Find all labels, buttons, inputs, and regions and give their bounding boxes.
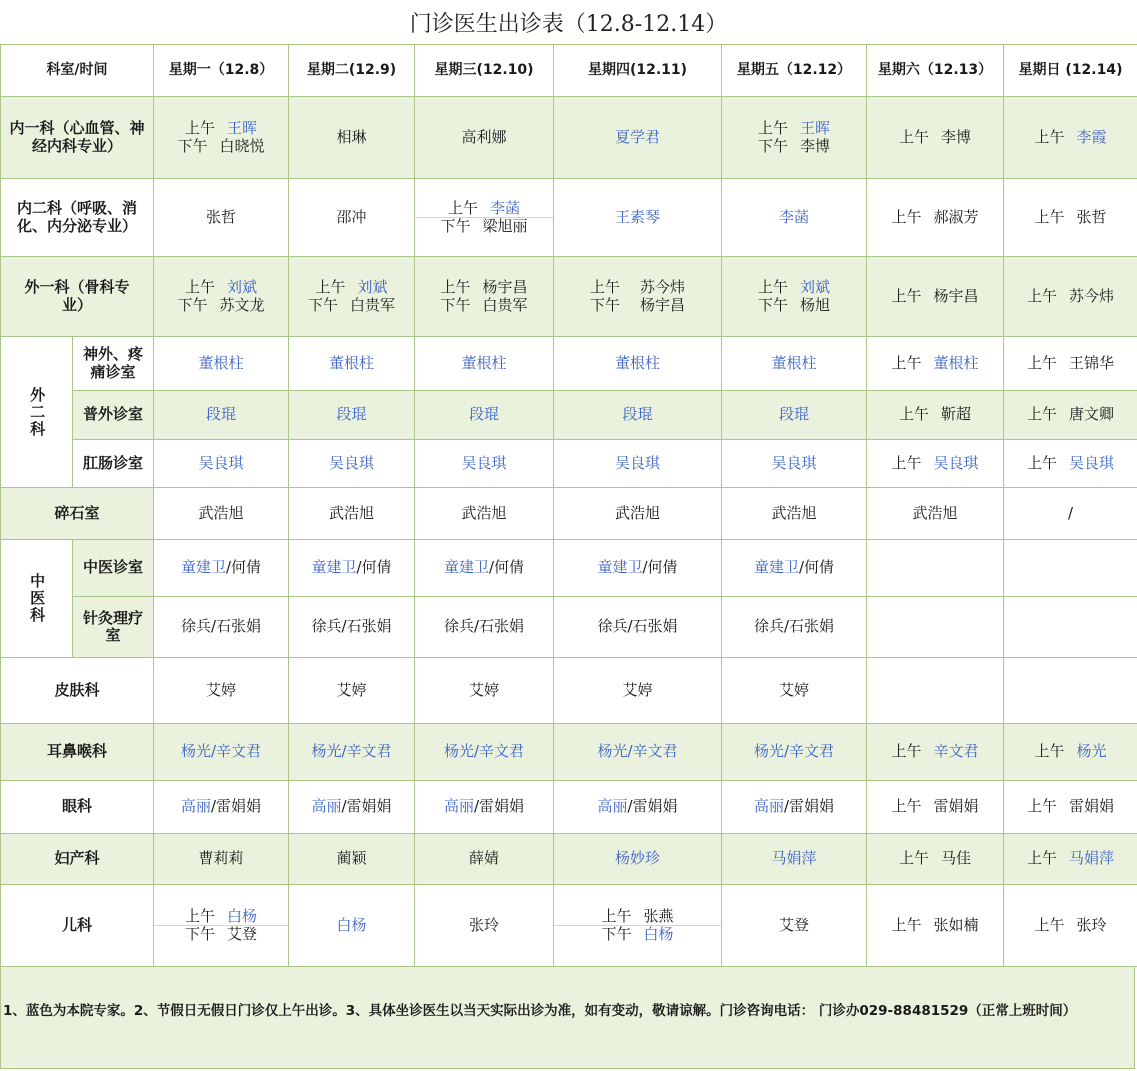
cell-nei1-mon (154, 97, 289, 179)
page-title: 门诊医生出诊表（12.8-12.14） (409, 11, 728, 37)
cell-gangchang-wed: 吴良琪 (415, 440, 554, 488)
doctor-name: /雷娟娟 (210, 797, 262, 816)
cell-fuchan-mon: 曹莉莉 (154, 834, 289, 885)
cell-pifu-thu: 艾婷 (554, 658, 722, 724)
doctor-name: 高丽 (311, 797, 342, 816)
am-label: 上午 (589, 278, 620, 297)
dept-zhongyi-label: 中医科 (28, 573, 47, 624)
pm-label: 下午 (440, 217, 471, 235)
doctor-name: 雷娟娟 (933, 797, 979, 816)
cell-zhenshi-tue (289, 540, 415, 597)
am-label: 上午 (891, 742, 922, 761)
row-wai2-gangchang (1, 440, 1137, 488)
am-label: 上午 (1034, 915, 1065, 934)
cell-wai1-mon (154, 257, 289, 337)
doctor-name: 童建卫 (180, 558, 226, 577)
cell-fuchan-fri: 马娟萍 (722, 834, 867, 885)
doctor-name: /何倩 (798, 558, 835, 577)
doctor-name: 李霞 (1076, 127, 1107, 146)
am-label: 上午 (1026, 405, 1057, 424)
doctor-name: 刘斌 (800, 278, 831, 297)
cell-yanke-wed (415, 781, 554, 834)
doctor-name: 白贵军 (350, 295, 396, 314)
doctor-name: 董根柱 (933, 353, 979, 372)
dept-wai2 (1, 337, 73, 488)
row-erbi (1, 724, 1137, 781)
doctor-name: /何倩 (225, 558, 262, 577)
cell-zhenjiu-tue: 徐兵/石张娟 (289, 597, 415, 658)
cell-gangchang-thu: 吴良琪 (554, 440, 722, 488)
cell-yanke-sat (867, 781, 1004, 834)
doctor-name: 雷娟娟 (1069, 797, 1115, 816)
cell-suishi-tue: 武浩旭 (289, 488, 415, 540)
pm-label: 下午 (757, 295, 788, 314)
doctor-name: 高丽 (753, 797, 784, 816)
am-label: 上午 (184, 906, 215, 925)
header-thu: 星期四(12.11) (554, 45, 722, 97)
doctor-name: 郝淑芳 (933, 207, 979, 226)
cell-shenwai-fri: 董根柱 (722, 337, 867, 391)
header-mon: 星期一（12.8） (154, 45, 289, 97)
pm-label: 下午 (589, 295, 620, 314)
am-label: 上午 (891, 207, 922, 226)
doctor-name: /雷娟娟 (783, 797, 835, 816)
am-label: 上午 (891, 353, 922, 372)
header-row (1, 45, 1137, 97)
cell-suishi-wed: 武浩旭 (415, 488, 554, 540)
row-wai2-puwai (1, 391, 1137, 440)
doctor-name: 童建卫 (311, 558, 357, 577)
cell-erbi-sat (867, 724, 1004, 781)
row-erke (1, 885, 1137, 967)
doctor-name: 吴良琪 (1069, 453, 1115, 472)
am-label: 上午 (601, 906, 632, 925)
dept-yanke: 眼科 (1, 781, 154, 834)
cell-zhenjiu-fri: 徐兵/石张娟 (722, 597, 867, 658)
doctor-name: 白杨 (643, 925, 674, 943)
am-label: 上午 (898, 849, 929, 868)
cell-nei2-mon: 张哲 (154, 179, 289, 257)
dept-suishi: 碎石室 (1, 488, 154, 540)
header-sun: 星期日 (12.14) (1004, 45, 1137, 97)
row-pifu (1, 658, 1137, 724)
dept-pifu: 皮肤科 (1, 658, 154, 724)
doctor-name: 杨宇昌 (482, 278, 528, 297)
cell-yanke-thu (554, 781, 722, 834)
cell-wai1-fri (722, 257, 867, 337)
cell-yanke-sun (1004, 781, 1137, 834)
cell-yanke-tue (289, 781, 415, 834)
am-label: 上午 (757, 278, 788, 297)
header-dept-time: 科室/时间 (1, 45, 154, 97)
cell-fuchan-sat (867, 834, 1004, 885)
doctor-name: 王晖 (800, 119, 831, 138)
cell-zhenshi-mon (154, 540, 289, 597)
doctor-name: 杨光 (1076, 742, 1107, 761)
doctor-name: 马佳 (941, 849, 972, 868)
am-label: 上午 (1034, 127, 1065, 146)
am-label: 上午 (891, 286, 922, 305)
cell-suishi-sat: 武浩旭 (867, 488, 1004, 540)
cell-pifu-fri: 艾婷 (722, 658, 867, 724)
row-yanke (1, 781, 1137, 834)
cell-erbi-fri: 杨光/辛文君 (722, 724, 867, 781)
row-fuchan (1, 834, 1137, 885)
cell-zhenjiu-wed: 徐兵/石张娟 (415, 597, 554, 658)
pm-label: 下午 (757, 136, 788, 155)
row-zhongyi-zhenshi (1, 540, 1137, 597)
doctor-name: 王晖 (227, 119, 258, 138)
cell-gangchang-tue: 吴良琪 (289, 440, 415, 488)
cell-zhenshi-fri (722, 540, 867, 597)
doctor-name: 童建卫 (597, 558, 643, 577)
cell-fuchan-tue: 蔺颖 (289, 834, 415, 885)
dept-zhongyi (1, 540, 73, 658)
header-tue: 星期二(12.9) (289, 45, 415, 97)
dept-wai1: 外一科（骨科专业） (1, 257, 154, 337)
cell-puwai-fri: 段琨 (722, 391, 867, 440)
doctor-name: 张玲 (1076, 915, 1107, 934)
cell-puwai-mon: 段琨 (154, 391, 289, 440)
cell-erbi-wed: 杨光/辛文君 (415, 724, 554, 781)
dept-wai2-label: 外二科 (28, 386, 47, 438)
footer-notes (0, 966, 1135, 1069)
am-label: 上午 (757, 119, 788, 138)
doctor-name: 张燕 (643, 906, 674, 925)
doctor-name: /何倩 (356, 558, 392, 577)
pm-label: 下午 (177, 136, 208, 155)
pm-label: 下午 (184, 925, 215, 943)
schedule-table (0, 44, 1137, 967)
cell-nei2-tue: 邵冲 (289, 179, 415, 257)
cell-zhenjiu-sat (867, 597, 1004, 658)
cell-suishi-mon: 武浩旭 (154, 488, 289, 540)
doctor-name: 李博 (800, 136, 831, 155)
cell-erbi-thu: 杨光/辛文君 (554, 724, 722, 781)
sub-shenwai: 神外、疼痛诊室 (73, 337, 154, 391)
am-label: 上午 (184, 119, 215, 138)
cell-wai1-tue (289, 257, 415, 337)
cell-yanke-fri (722, 781, 867, 834)
dept-fuchan: 妇产科 (1, 834, 154, 885)
doctor-name: /何倩 (488, 558, 525, 577)
dept-nei2: 内二科（呼吸、消化、内分泌专业） (1, 179, 154, 257)
cell-shenwai-thu: 董根柱 (554, 337, 722, 391)
am-label: 上午 (1026, 849, 1057, 868)
am-label: 上午 (440, 278, 471, 297)
footer-text: 1、蓝色为本院专家。2、节假日无假日门诊仅上午出诊。3、具体坐诊医生以当天实际出诊为准，如有变动，敬请谅解。门诊咨询电话： 门诊办029-88481529（正常上班时间） (3, 1003, 1077, 1019)
row-suishi (1, 488, 1137, 540)
doctor-name: 刘斌 (227, 278, 258, 297)
header-sat: 星期六（12.13） (867, 45, 1004, 97)
doctor-name: 李菡 (490, 198, 521, 217)
cell-nei1-thu: 夏学君 (554, 97, 722, 179)
cell-erbi-tue: 杨光/辛文君 (289, 724, 415, 781)
header-wed: 星期三(12.10) (415, 45, 554, 97)
cell-wai1-wed (415, 257, 554, 337)
cell-wai1-thu (554, 257, 722, 337)
am-label: 上午 (1026, 453, 1057, 472)
cell-puwai-thu: 段琨 (554, 391, 722, 440)
cell-erke-tue: 白杨 (289, 885, 415, 967)
am-label: 上午 (1026, 286, 1057, 305)
doctor-name: 杨宇昌 (933, 286, 979, 305)
am-label: 上午 (447, 198, 478, 217)
row-nei1 (1, 97, 1137, 179)
pm-label: 下午 (177, 295, 208, 314)
doctor-name: 张哲 (1076, 207, 1107, 226)
header-fri: 星期五（12.12） (722, 45, 867, 97)
am-label: 上午 (1026, 353, 1057, 372)
cell-suishi-fri: 武浩旭 (722, 488, 867, 540)
row-wai1 (1, 257, 1137, 337)
cell-puwai-wed: 段琨 (415, 391, 554, 440)
cell-gangchang-sat (867, 440, 1004, 488)
cell-pifu-mon: 艾婷 (154, 658, 289, 724)
cell-zhenshi-sun (1004, 540, 1137, 597)
cell-puwai-sat (867, 391, 1004, 440)
cell-erke-fri: 艾登 (722, 885, 867, 967)
cell-gangchang-sun (1004, 440, 1137, 488)
cell-erke-mon (154, 885, 289, 967)
doctor-name: /雷娟娟 (341, 797, 392, 816)
am-label: 上午 (891, 915, 922, 934)
cell-erke-thu (554, 885, 722, 967)
cell-suishi-sun: / (1004, 488, 1137, 540)
cell-zhenjiu-mon: 徐兵/石张娟 (154, 597, 289, 658)
am-label: 上午 (898, 127, 929, 146)
doctor-name: 白贵军 (482, 295, 528, 314)
cell-nei2-sat (867, 179, 1004, 257)
cell-nei1-wed: 高利娜 (415, 97, 554, 179)
cell-erbi-sun (1004, 724, 1137, 781)
doctor-name: 高丽 (597, 797, 628, 816)
doctor-name: 艾登 (227, 925, 258, 943)
doctor-name: 马娟萍 (1069, 849, 1115, 868)
am-label: 上午 (891, 797, 922, 816)
cell-puwai-tue: 段琨 (289, 391, 415, 440)
doctor-name: 高丽 (180, 797, 211, 816)
cell-pifu-tue: 艾婷 (289, 658, 415, 724)
cell-nei2-sun (1004, 179, 1137, 257)
doctor-name: 唐文卿 (1069, 405, 1115, 424)
sub-zhenshi: 中医诊室 (73, 540, 154, 597)
doctor-name: 童建卫 (443, 558, 489, 577)
cell-erke-sat (867, 885, 1004, 967)
am-label: 上午 (891, 453, 922, 472)
cell-erbi-mon: 杨光/辛文君 (154, 724, 289, 781)
doctor-name: 苏今炜 (1069, 286, 1115, 305)
cell-nei2-fri: 李菡 (722, 179, 867, 257)
cell-erke-wed: 张玲 (415, 885, 554, 967)
doctor-name: 刘斌 (357, 278, 388, 297)
doctor-name: 靳超 (941, 405, 972, 424)
cell-fuchan-wed: 薛婧 (415, 834, 554, 885)
cell-pifu-sat (867, 658, 1004, 724)
dept-erbi: 耳鼻喉科 (1, 724, 154, 781)
cell-shenwai-sat (867, 337, 1004, 391)
cell-gangchang-fri: 吴良琪 (722, 440, 867, 488)
doctor-name: 李博 (941, 127, 972, 146)
cell-puwai-sun (1004, 391, 1137, 440)
cell-zhenshi-wed (415, 540, 554, 597)
doctor-name: 苏文龙 (219, 295, 265, 314)
cell-nei1-tue: 相琳 (289, 97, 415, 179)
doctor-name: 辛文君 (933, 742, 979, 761)
cell-shenwai-wed: 董根柱 (415, 337, 554, 391)
cell-wai1-sun (1004, 257, 1137, 337)
cell-gangchang-mon: 吴良琪 (154, 440, 289, 488)
doctor-name: 梁旭丽 (482, 217, 528, 235)
cell-fuchan-thu: 杨妙珍 (554, 834, 722, 885)
am-label: 上午 (1026, 797, 1057, 816)
pm-label: 下午 (440, 295, 471, 314)
pm-label: 下午 (601, 925, 632, 943)
cell-nei1-sun (1004, 97, 1137, 179)
sub-zhenjiu: 针灸理疗室 (73, 597, 154, 658)
cell-erke-sun (1004, 885, 1137, 967)
row-zhongyi-zhenjiu (1, 597, 1137, 658)
doctor-name: 张如楠 (933, 915, 979, 934)
doctor-name: 苏今炜 (640, 278, 686, 297)
am-label: 上午 (1034, 742, 1065, 761)
cell-yanke-mon (154, 781, 289, 834)
cell-nei2-wed (415, 179, 554, 257)
doctor-name: 童建卫 (753, 558, 799, 577)
doctor-name: /雷娟娟 (473, 797, 525, 816)
cell-zhenshi-thu (554, 540, 722, 597)
cell-nei2-thu: 王素琴 (554, 179, 722, 257)
doctor-name: 王锦华 (1069, 353, 1115, 372)
doctor-name: /何倩 (642, 558, 678, 577)
doctor-name: /雷娟娟 (627, 797, 678, 816)
doctor-name: 杨旭 (800, 295, 831, 314)
cell-shenwai-sun (1004, 337, 1137, 391)
am-label: 上午 (1034, 207, 1065, 226)
cell-pifu-sun (1004, 658, 1137, 724)
doctor-name: 白杨 (227, 906, 258, 925)
doctor-name: 杨宇昌 (640, 295, 686, 314)
row-wai2-shenwai (1, 337, 1137, 391)
row-nei2 (1, 179, 1137, 257)
pm-label: 下午 (307, 295, 338, 314)
cell-nei1-fri (722, 97, 867, 179)
cell-zhenshi-sat (867, 540, 1004, 597)
cell-fuchan-sun (1004, 834, 1137, 885)
doctor-name: 白晓悦 (219, 136, 265, 155)
cell-wai1-sat (867, 257, 1004, 337)
am-label: 上午 (898, 405, 929, 424)
sub-gangchang: 肛肠诊室 (73, 440, 154, 488)
doctor-name: 高丽 (443, 797, 474, 816)
sub-puwai: 普外诊室 (73, 391, 154, 440)
am-label: 上午 (315, 278, 346, 297)
am-label: 上午 (184, 278, 215, 297)
cell-zhenjiu-thu: 徐兵/石张娟 (554, 597, 722, 658)
cell-zhenjiu-sun (1004, 597, 1137, 658)
dept-nei1: 内一科（心血管、神经内科专业） (1, 97, 154, 179)
cell-shenwai-tue: 董根柱 (289, 337, 415, 391)
cell-pifu-wed: 艾婷 (415, 658, 554, 724)
cell-suishi-thu: 武浩旭 (554, 488, 722, 540)
dept-erke: 儿科 (1, 885, 154, 967)
cell-shenwai-mon: 董根柱 (154, 337, 289, 391)
doctor-name: 吴良琪 (933, 453, 979, 472)
cell-nei1-sat (867, 97, 1004, 179)
